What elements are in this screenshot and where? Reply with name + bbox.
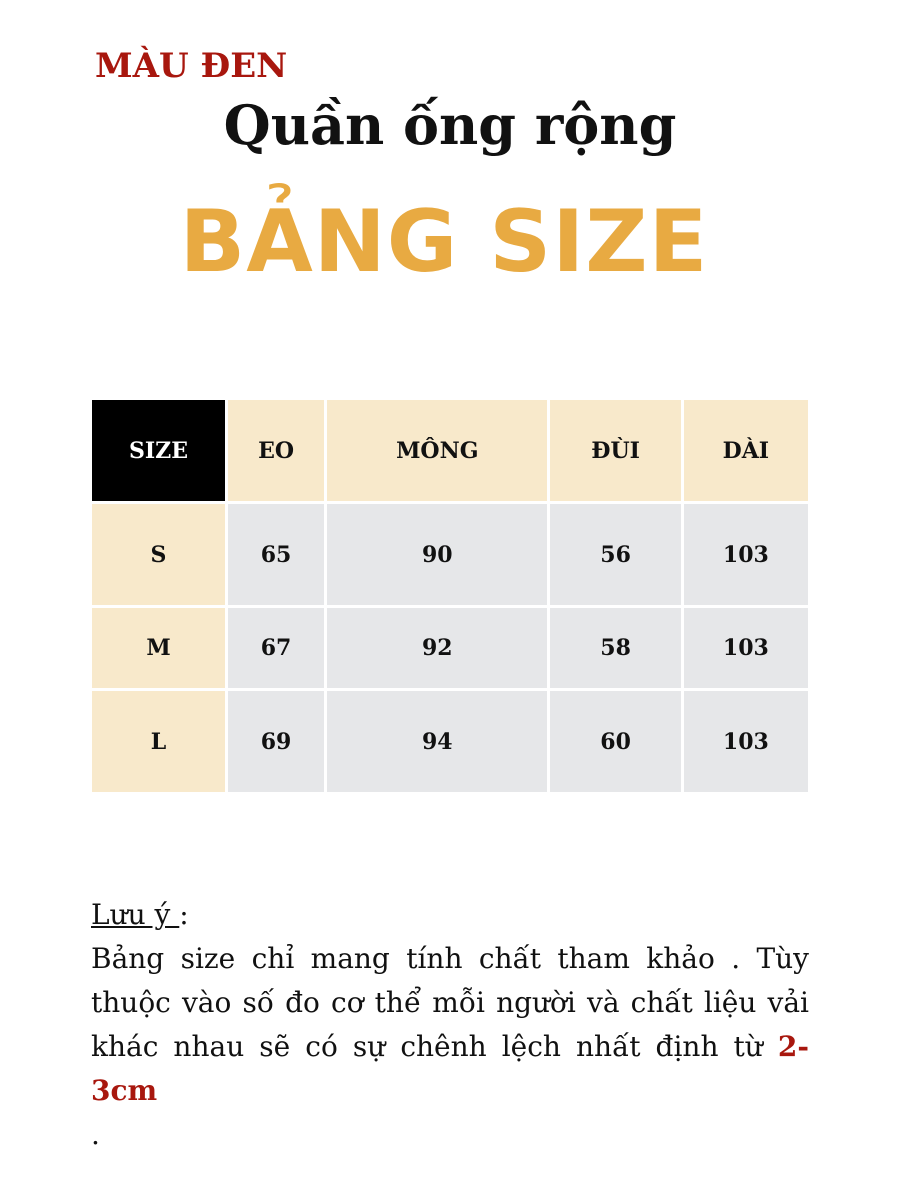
eo-cell: 67 [228,608,324,688]
dui-cell: 58 [550,608,680,688]
mong-cell: 90 [327,504,547,605]
note-section [91,893,809,1157]
dui-cell: 60 [550,691,680,792]
size-table [89,397,811,795]
note-body-line-3-text: khác nhau sẽ có sự chênh lệch nhất định từ [91,1030,778,1063]
size-cell: L [92,691,225,792]
color-label: MÀU ĐEN [95,46,288,86]
mong-cell: 94 [327,691,547,792]
note-body-line-2: thuộc vào số đo cơ thể mỗi người và chất liệu vải [91,986,809,1019]
size-cell: S [92,504,225,605]
dai-cell: 103 [684,691,808,792]
dui-cell: 56 [550,504,680,605]
table-row [92,504,808,605]
table-header-row [92,400,808,501]
column-header-mong: MÔNG [327,400,547,501]
note-heading-label: Lưu ý [91,898,180,931]
size-chart-title: BẢNG SIZE [179,192,709,292]
mong-cell: 92 [327,608,547,688]
note-heading-colon: : [179,898,189,931]
column-header-dui: ĐÙI [550,400,680,501]
eo-cell: 65 [228,504,324,605]
dai-cell: 103 [684,608,808,688]
note-highlight-range: 2-3cm [91,1030,809,1107]
size-cell: M [92,608,225,688]
table-row [92,691,808,792]
note-body-line-1: Bảng size chỉ mang tính chất tham khảo . Tùy [91,942,809,975]
note-body-end: . [91,1118,100,1151]
column-header-dai: DÀI [684,400,808,501]
product-title: Quần ống rộng [223,93,677,157]
table-row [92,608,808,688]
note-body-line-3 [91,1025,809,1113]
eo-cell: 69 [228,691,324,792]
note-heading [91,893,809,937]
column-header-eo: EO [228,400,324,501]
column-header-size: SIZE [92,400,225,501]
dai-cell: 103 [684,504,808,605]
